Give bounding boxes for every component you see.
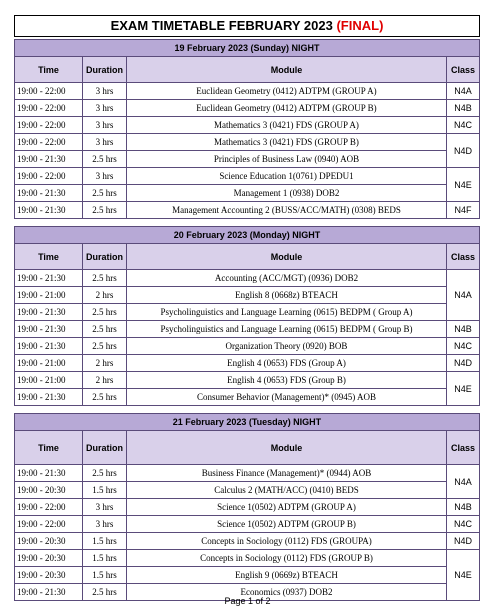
- exam-module: Science 1(0502) ADTPM (GROUP B): [127, 516, 447, 533]
- exam-module: Principles of Business Law (0940) AOB: [127, 151, 447, 168]
- exam-module: Science 1(0502) ADTPM (GROUP A): [127, 499, 447, 516]
- class-code: N4C: [446, 117, 479, 134]
- table-row: [15, 338, 480, 355]
- exam-duration: 3 hrs: [83, 134, 127, 151]
- exam-time: 19:00 - 21:30: [15, 270, 83, 287]
- exam-duration: 2.5 hrs: [83, 389, 127, 406]
- exam-duration: 1.5 hrs: [83, 482, 127, 499]
- exam-duration: 2.5 hrs: [83, 321, 127, 338]
- document-title: [14, 15, 480, 37]
- exam-duration: 2.5 hrs: [83, 202, 127, 219]
- exam-module: Psycholinguistics and Language Learning (0615) BEDPM ( Group A): [127, 304, 447, 321]
- exam-module: Calculus 2 (MATH/ACC) (0410) BEDS: [127, 482, 447, 499]
- exam-time: 19:00 - 21:00: [15, 355, 83, 372]
- day-heading: 20 February 2023 (Monday) NIGHT: [15, 227, 480, 244]
- class-code: N4B: [446, 100, 479, 117]
- exam-duration: 2.5 hrs: [83, 465, 127, 482]
- exam-time: 19:00 - 22:00: [15, 499, 83, 516]
- exam-time: 19:00 - 20:30: [15, 533, 83, 550]
- exam-time: 19:00 - 22:00: [15, 117, 83, 134]
- class-code: N4D: [446, 533, 479, 550]
- exam-time: 19:00 - 22:00: [15, 168, 83, 185]
- exam-duration: 2 hrs: [83, 372, 127, 389]
- exam-module: Business Finance (Management)* (0944) AOB: [127, 465, 447, 482]
- timetable-section: [14, 39, 480, 219]
- exam-module: Euclidean Geometry (0412) ADTPM (GROUP B): [127, 100, 447, 117]
- exam-module: Mathematics 3 (0421) FDS (GROUP A): [127, 117, 447, 134]
- column-header-module: Module: [127, 244, 447, 270]
- class-code: N4C: [446, 516, 479, 533]
- column-header-time: Time: [15, 431, 83, 465]
- exam-time: 19:00 - 22:00: [15, 83, 83, 100]
- exam-duration: 2 hrs: [83, 287, 127, 304]
- day-heading: 19 February 2023 (Sunday) NIGHT: [15, 40, 480, 57]
- exam-time: 19:00 - 21:30: [15, 151, 83, 168]
- table-row: [15, 550, 480, 567]
- exam-time: 19:00 - 21:30: [15, 185, 83, 202]
- exam-time: 19:00 - 21:30: [15, 465, 83, 482]
- exam-module: English 4 (0653) FDS (Group A): [127, 355, 447, 372]
- title-text: EXAM TIMETABLE FEBRUARY 2023: [110, 18, 333, 33]
- class-code: N4A: [446, 83, 479, 100]
- table-row: [15, 321, 480, 338]
- table-row: [15, 100, 480, 117]
- exam-time: 19:00 - 21:00: [15, 287, 83, 304]
- exam-time: 19:00 - 20:30: [15, 567, 83, 584]
- column-header-class: Class: [446, 244, 479, 270]
- exam-duration: 3 hrs: [83, 83, 127, 100]
- table-row: [15, 151, 480, 168]
- exam-module: Euclidean Geometry (0412) ADTPM (GROUP A): [127, 83, 447, 100]
- exam-duration: 1.5 hrs: [83, 533, 127, 550]
- exam-module: Economics (0937) DOB2: [127, 584, 447, 601]
- class-code: N4F: [446, 202, 479, 219]
- class-code: N4E: [446, 372, 479, 406]
- column-header-duration: Duration: [83, 431, 127, 465]
- table-row: [15, 372, 480, 389]
- class-code: N4A: [446, 270, 479, 321]
- class-code: N4D: [446, 134, 479, 168]
- exam-module: English 4 (0653) FDS (Group B): [127, 372, 447, 389]
- class-code: N4C: [446, 338, 479, 355]
- column-header-time: Time: [15, 244, 83, 270]
- exam-duration: 3 hrs: [83, 516, 127, 533]
- exam-duration: 1.5 hrs: [83, 567, 127, 584]
- exam-duration: 2.5 hrs: [83, 270, 127, 287]
- exam-duration: 2.5 hrs: [83, 584, 127, 601]
- exam-module: Organization Theory (0920) BOB: [127, 338, 447, 355]
- column-header-module: Module: [127, 57, 447, 83]
- exam-duration: 3 hrs: [83, 168, 127, 185]
- class-code: N4B: [446, 321, 479, 338]
- exam-module: Concepts in Sociology (0112) FDS (GROUPA): [127, 533, 447, 550]
- table-row: [15, 389, 480, 406]
- table-row: [15, 516, 480, 533]
- class-code: N4E: [446, 550, 479, 601]
- class-code: N4A: [446, 465, 479, 499]
- timetable-section: [14, 413, 480, 601]
- exam-time: 19:00 - 21:30: [15, 202, 83, 219]
- table-row: [15, 355, 480, 372]
- column-header-duration: Duration: [83, 244, 127, 270]
- exam-time: 19:00 - 22:00: [15, 516, 83, 533]
- exam-time: 19:00 - 20:30: [15, 482, 83, 499]
- exam-module: Psycholinguistics and Language Learning (0615) BEDPM ( Group B): [127, 321, 447, 338]
- table-row: [15, 168, 480, 185]
- exam-duration: 3 hrs: [83, 100, 127, 117]
- column-header-class: Class: [446, 431, 479, 465]
- timetable-section: [14, 226, 480, 406]
- table-row: [15, 287, 480, 304]
- exam-time: 19:00 - 21:30: [15, 338, 83, 355]
- table-row: [15, 202, 480, 219]
- table-row: [15, 304, 480, 321]
- exam-module: Concepts in Sociology (0112) FDS (GROUP B): [127, 550, 447, 567]
- exam-duration: 2 hrs: [83, 355, 127, 372]
- table-row: [15, 117, 480, 134]
- exam-time: 19:00 - 21:30: [15, 304, 83, 321]
- exam-duration: 3 hrs: [83, 117, 127, 134]
- exam-module: English 8 (0668z) BTEACH: [127, 287, 447, 304]
- table-row: [15, 270, 480, 287]
- exam-duration: 2.5 hrs: [83, 151, 127, 168]
- class-code: N4B: [446, 499, 479, 516]
- exam-module: Mathematics 3 (0421) FDS (GROUP B): [127, 134, 447, 151]
- column-header-time: Time: [15, 57, 83, 83]
- title-status: (FINAL): [336, 18, 384, 33]
- exam-time: 19:00 - 22:00: [15, 134, 83, 151]
- exam-time: 19:00 - 21:30: [15, 389, 83, 406]
- exam-module: Accounting (ACC/MGT) (0936) DOB2: [127, 270, 447, 287]
- exam-module: Management Accounting 2 (BUSS/ACC/MATH) (0308) BEDS: [127, 202, 447, 219]
- exam-module: Consumer Behavior (Management)* (0945) AOB: [127, 389, 447, 406]
- table-row: [15, 499, 480, 516]
- exam-duration: 1.5 hrs: [83, 550, 127, 567]
- exam-module: Management 1 (0938) DOB2: [127, 185, 447, 202]
- exam-time: 19:00 - 20:30: [15, 550, 83, 567]
- exam-duration: 3 hrs: [83, 499, 127, 516]
- column-header-duration: Duration: [83, 57, 127, 83]
- table-row: [15, 134, 480, 151]
- exam-duration: 2.5 hrs: [83, 338, 127, 355]
- exam-time: 19:00 - 22:00: [15, 100, 83, 117]
- exam-time: 19:00 - 21:30: [15, 584, 83, 601]
- day-heading: 21 February 2023 (Tuesday) NIGHT: [15, 414, 480, 431]
- exam-duration: 2.5 hrs: [83, 185, 127, 202]
- table-row: [15, 567, 480, 584]
- page-footer: Page 1 of 2: [224, 596, 271, 606]
- table-row: [15, 482, 480, 499]
- table-row: [15, 533, 480, 550]
- table-row: [15, 83, 480, 100]
- exam-module: English 9 (0669z) BTEACH: [127, 567, 447, 584]
- class-code: N4E: [446, 168, 479, 202]
- class-code: N4D: [446, 355, 479, 372]
- exam-time: 19:00 - 21:00: [15, 372, 83, 389]
- column-header-module: Module: [127, 431, 447, 465]
- column-header-class: Class: [446, 57, 479, 83]
- exam-time: 19:00 - 21:30: [15, 321, 83, 338]
- exam-duration: 2.5 hrs: [83, 304, 127, 321]
- table-row: [15, 185, 480, 202]
- table-row: [15, 465, 480, 482]
- exam-module: Science Education 1(0761) DPEDU1: [127, 168, 447, 185]
